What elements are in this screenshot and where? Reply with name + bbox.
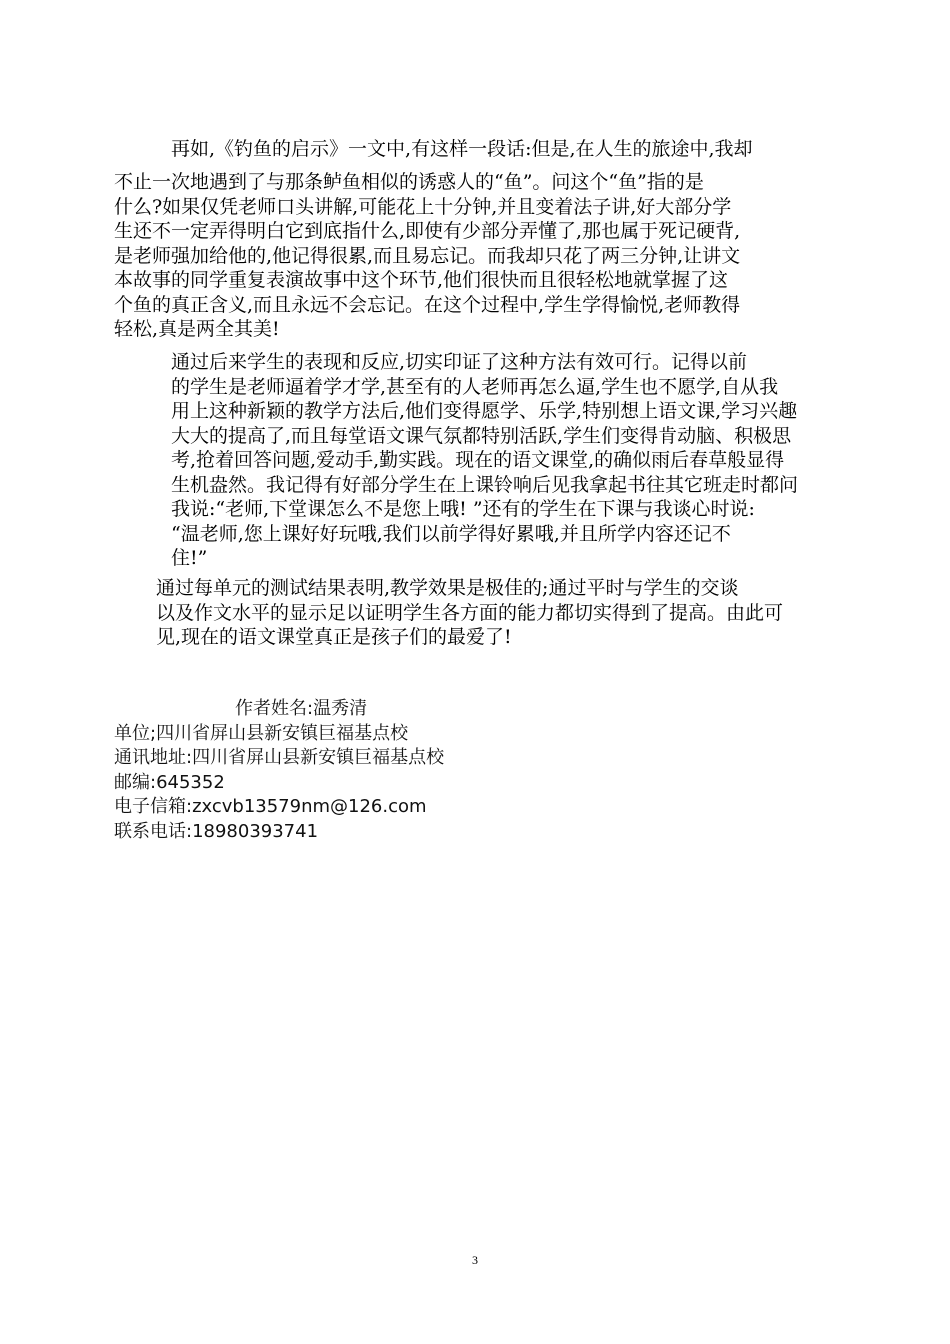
paragraph-line: 通过后来学生的表现和反应,切实印证了这种方法有效可行。记得以前 bbox=[171, 351, 748, 373]
paragraph-line: 什么?如果仅凭老师口头讲解,可能花上十分钟,并且变着法子讲,好大部分学 bbox=[114, 195, 732, 218]
author-address: 通讯地址:四川省屏山县新安镇巨福基点校 bbox=[114, 747, 445, 768]
paragraph-line: 住!” bbox=[171, 547, 208, 569]
paragraph-line: “温老师,您上课好好玩哦,我们以前学得好累哦,并且所学内容还记不 bbox=[171, 522, 731, 545]
page-number: 3 bbox=[472, 1253, 478, 1267]
paragraph-4 bbox=[114, 576, 864, 650]
author-phone: 联系电话:18980393741 bbox=[114, 820, 319, 842]
paragraph-line: 的学生是老师逼着学才学,甚至有的人老师再怎么逼,学生也不愿学,自从我 bbox=[171, 375, 779, 398]
paragraph-line: 个鱼的真正含义,而且永远不会忘记。在这个过程中,学生学得愉悦,老师教得 bbox=[114, 293, 741, 316]
paragraph-3 bbox=[114, 350, 864, 571]
author-unit: 单位;四川省屏山县新安镇巨福基点校 bbox=[114, 722, 409, 744]
paragraph-line: 不止一次地遇到了与那条鲈鱼相似的诱惑人的“鱼”。问这个“鱼”指的是 bbox=[114, 171, 704, 193]
paragraph-line: 以及作文水平的显示足以证明学生各方面的能力都切实得到了提高。由此可 bbox=[156, 601, 784, 624]
paragraph-line: 见,现在的语文课堂真正是孩子们的最爱了! bbox=[156, 626, 512, 648]
paragraph-line: 轻松,真是两全其美! bbox=[114, 318, 280, 340]
author-postcode: 邮编:645352 bbox=[114, 771, 225, 793]
paragraph-line: 本故事的同学重复表演故事中这个环节,他们很快而且很轻松地就掌握了这 bbox=[114, 269, 729, 291]
paragraph-line: 生还不一定弄得明白它到底指什么,即使有少部分弄懂了,那也属于死记硬背, bbox=[114, 220, 741, 242]
paragraph-line: 用上这种新颖的教学方法后,他们变得愿学、乐学,特别想上语文课,学习兴趣 bbox=[171, 400, 798, 422]
paragraph-line: 是老师强加给他的,他记得很累,而且易忘记。而我却只花了两三分钟,让讲文 bbox=[114, 244, 741, 267]
paragraph-line: 生机盎然。我记得有好部分学生在上课铃响后见我拿起书往其它班走时都问 bbox=[171, 473, 799, 496]
paragraph-line: 再如,《钓鱼的启示》一文中,有这样一段话:但是,在人生的旅途中,我却 bbox=[171, 138, 753, 160]
author-info-block bbox=[114, 697, 444, 844]
paragraph-2 bbox=[114, 170, 864, 342]
paragraph-1 bbox=[114, 137, 864, 162]
paragraph-line: 考,抢着回答问题,爱动手,勤实践。现在的语文课堂,的确似雨后春草般显得 bbox=[171, 449, 785, 471]
paragraph-line: 我说:“老师,下堂课怎么不是您上哦! ”还有的学生在下课与我谈心时说: bbox=[171, 498, 755, 520]
author-name: 作者姓名:温秀清 bbox=[235, 698, 368, 719]
paragraph-line: 大大的提高了,而且每堂语文课气氛都特别活跃,学生们变得肯动脑、积极思 bbox=[171, 424, 792, 447]
paragraph-line: 通过每单元的测试结果表明,教学效果是极佳的;通过平时与学生的交谈 bbox=[156, 577, 739, 599]
author-email: 电子信箱:zxcvb13579nm@126.com bbox=[114, 796, 427, 817]
